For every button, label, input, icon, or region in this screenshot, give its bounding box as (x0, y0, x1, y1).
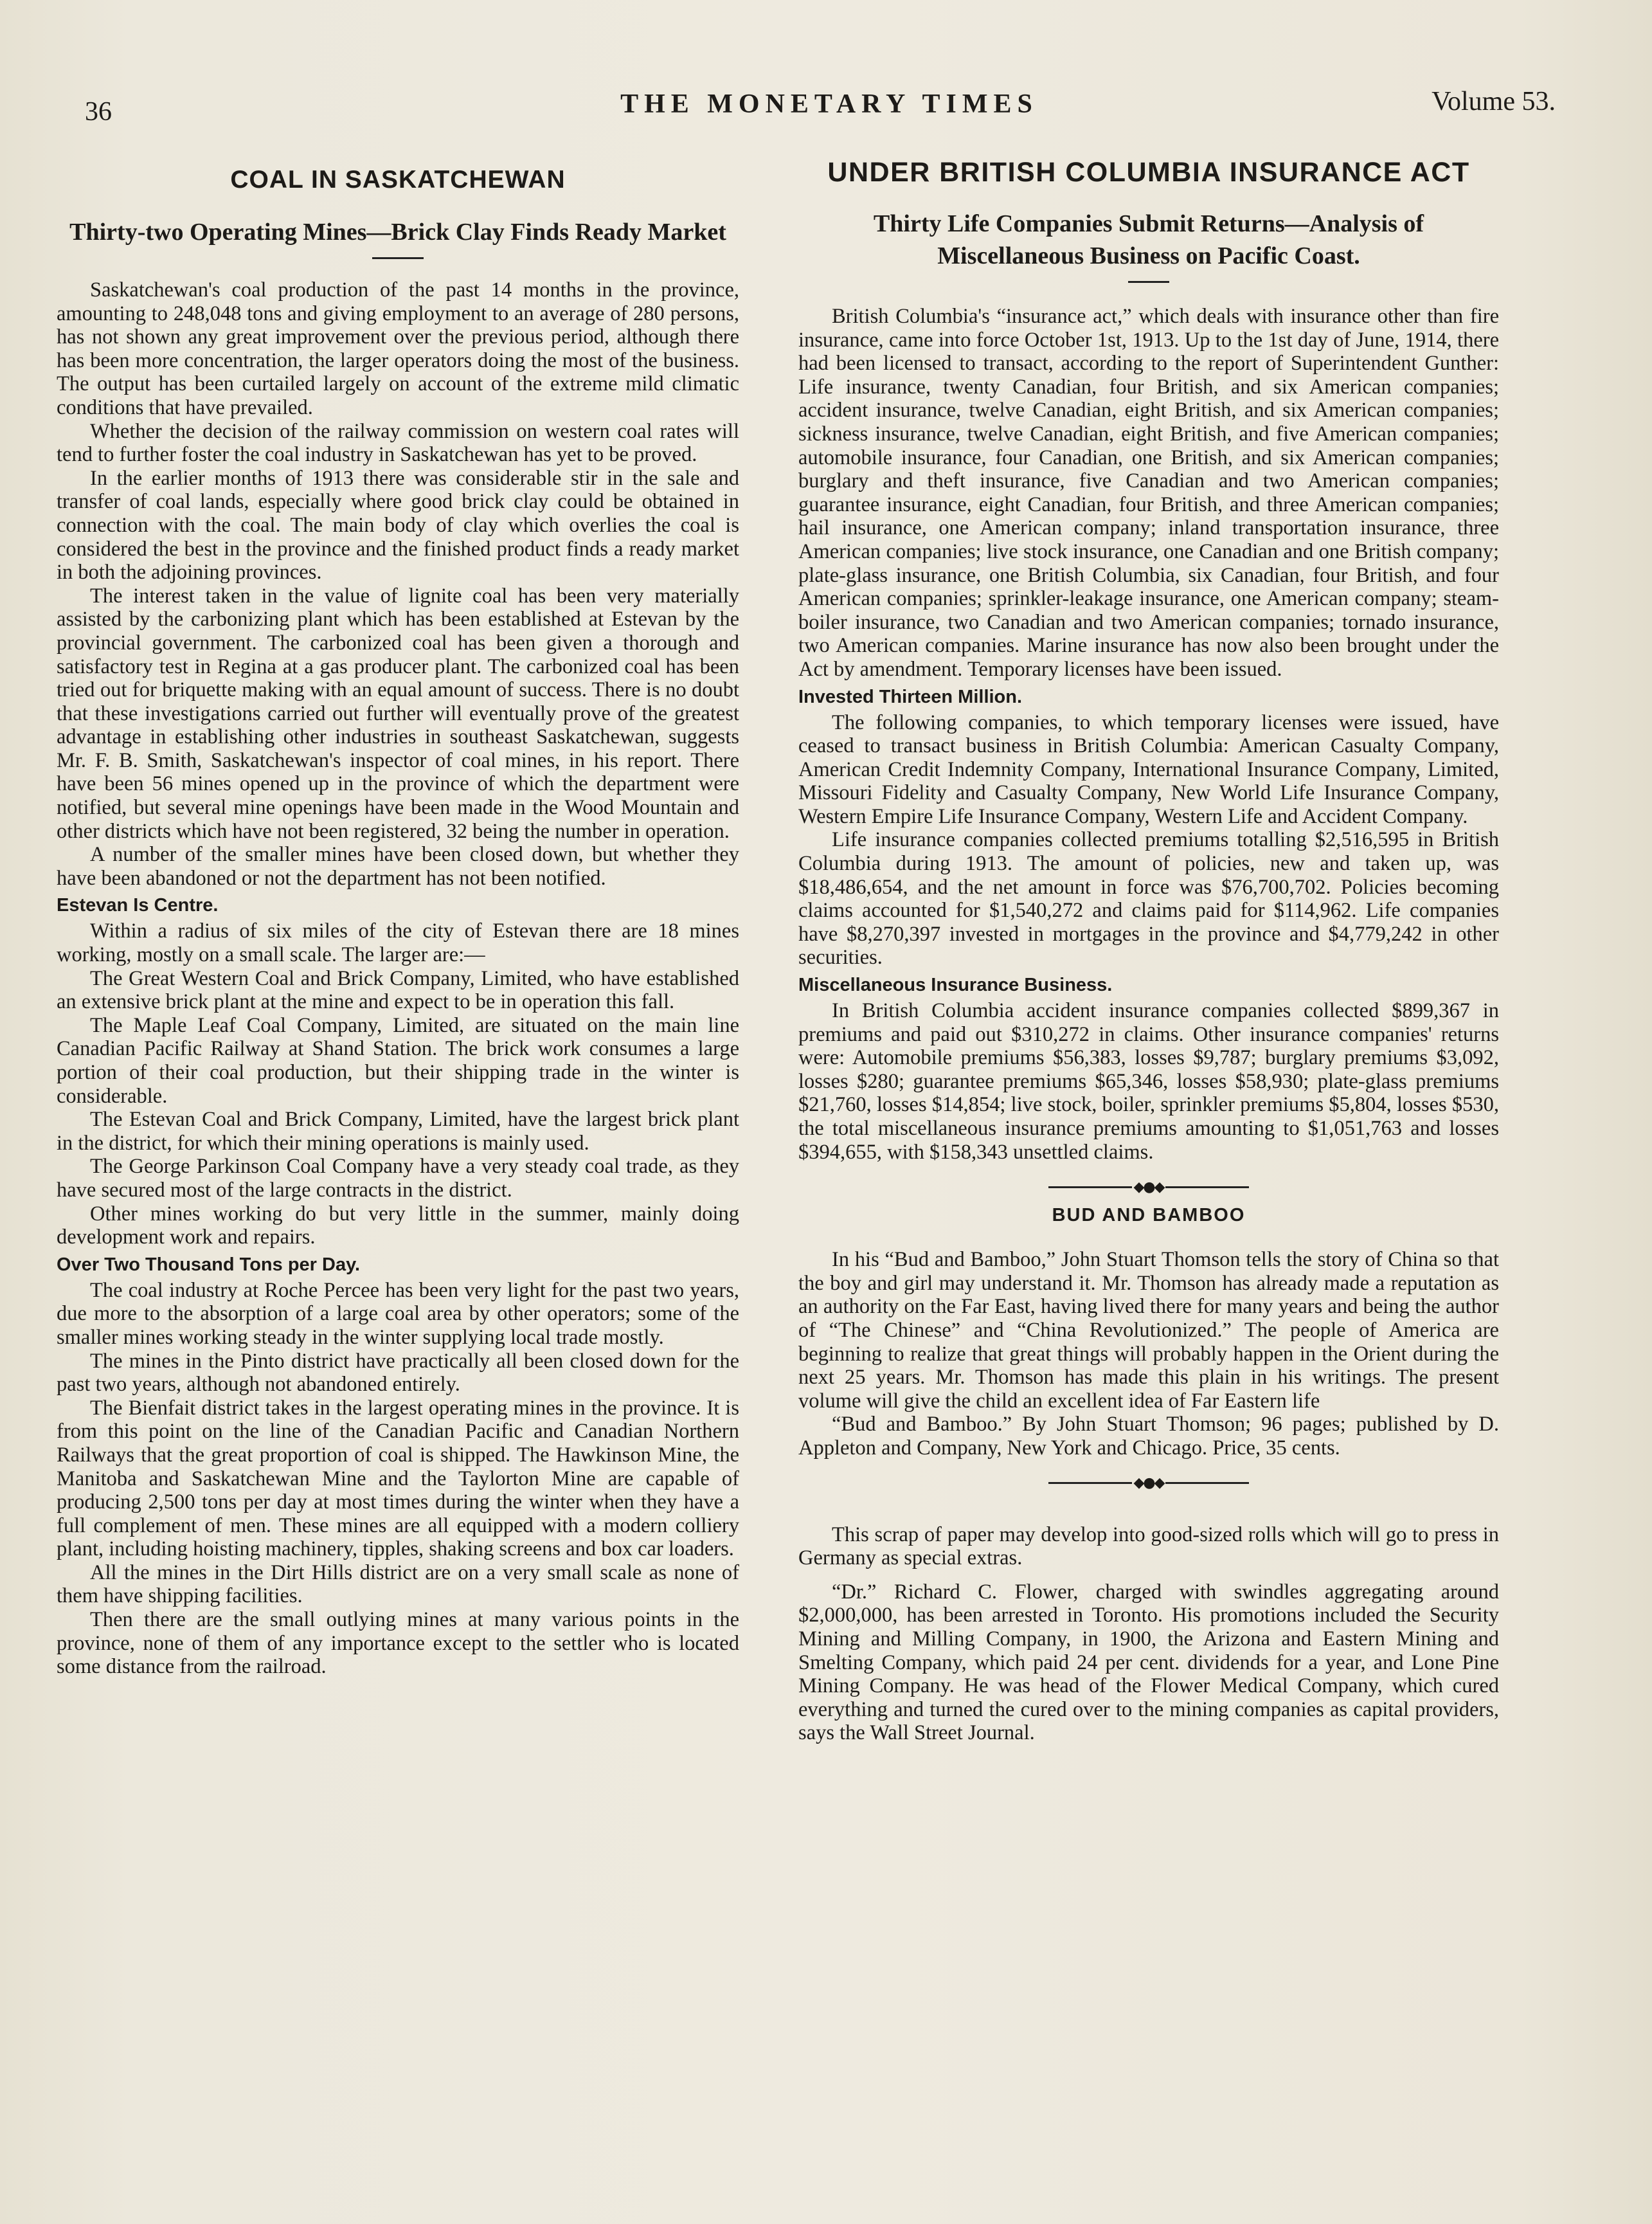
ornament-divider (798, 1477, 1499, 1490)
paragraph: Other mines working do but very little in the summer, mainly doing development work and repairs. (57, 1202, 739, 1249)
paragraph: “Bud and Bamboo.” By John Stuart Thomson; 96 pages; published by D. Appleton and Company, New York and Chicago. Price, 35 cents. (798, 1413, 1499, 1460)
article-title-coal: COAL IN SASKATCHEWAN (230, 166, 566, 194)
article-subtitle-coal: Thirty-two Operating Mines—Brick Clay Finds Ready Market (69, 219, 726, 246)
ornament-line (1048, 1482, 1132, 1484)
paragraph: This scrap of paper may develop into good-sized rolls which will go to press in Germany as special extras. (798, 1523, 1499, 1570)
article-title-bud-bamboo: BUD AND BAMBOO (1052, 1205, 1246, 1226)
paragraph: The mines in the Pinto district have practically all been closed down for the past two years, although not abandoned entirely. (57, 1349, 739, 1397)
paragraph: Within a radius of six miles of the city of Estevan there are 18 mines working, mostly on a small scale. The larger are:— (57, 919, 739, 967)
journal-title: THE MONETARY TIMES (620, 89, 1038, 119)
ornament-diamond-icon: ◆●◆ (1133, 1475, 1164, 1492)
paragraph: The Estevan Coal and Brick Company, Limited, have the largest brick plant in the district, for which their mining operations is mainly used. (57, 1108, 739, 1155)
paragraph: In British Columbia accident insurance companies collected $899,367 in premiums and paid out $310,272 in claims. Other insurance companies' returns were: Automobile premiums $56,383, losses $9,787; burglary premiums $3,092, losses $280; guarantee premiums $65,346, losses $58,930; plate-glass premiums $21,760, losses $14,854; live stock, boiler, sprinkler premiums $5,804, losses $530, the total miscellaneous insurance premiums amounting to $1,051,763 and losses $394,655, with $158,343 unsettled claims. (798, 999, 1499, 1164)
paragraph: The George Parkinson Coal Company have a very steady coal trade, as they have secured most of the large contracts in the district. (57, 1155, 739, 1202)
subheading-two-thousand-tons: Over Two Thousand Tons per Day. (57, 1254, 361, 1275)
paragraph: The following companies, to which temporary licenses were issued, have ceased to transact business in British Columbia: American Casualty Company, American Credit Indemnity Company, International Insurance Company, Limited, Missouri Fidelity and Casualty Company, New World Life Insurance Company, Western Empire Life Insurance Company, Western Life and Accident Company. (798, 710, 1499, 828)
paragraph: Life insurance companies collected premiums totalling $2,516,595 in British Columbia during 1913. The amount of policies, new and taken up, was $18,486,654, and the net amount in force was $76,700,702. Policies becoming claims accounted for $1,540,272 and claims paid for $114,962. Life companies have $8,270,397 invested in mortgages in the province and $4,779,242 in other securities. (798, 828, 1499, 970)
paragraph: Saskatchewan's coal production of the past 14 months in the province, amounting to 248,048 tons and giving employment to an average of 280 persons, has not shown any great improvement over the previous period, although there has been more concentration, the larger operators doing the most of the business. The output has been curtailed largely on account of the extreme mild climatic conditions that have prevailed. (57, 278, 739, 419)
subheading-misc-insurance: Miscellaneous Insurance Business. (798, 975, 1113, 996)
volume-label: Volume 53. (1432, 87, 1556, 116)
article-subtitle-insurance: Thirty Life Companies Submit Returns—Analysis of Miscellaneous Business on Pacific Coast. (873, 210, 1424, 269)
ornament-line (1165, 1186, 1249, 1188)
page-number: 36 (85, 97, 112, 127)
ornament-line (1048, 1186, 1132, 1188)
paragraph: The coal industry at Roche Percee has been very light for the past two years, due more to the absorption of a large coal area by other operators; some of the smaller mines working steady in the winter supplying local trade mostly. (57, 1278, 739, 1349)
article-title-insurance: UNDER BRITISH COLUMBIA INSURANCE ACT (827, 157, 1470, 188)
paragraph: Then there are the small outlying mines at many various points in the province, none of them of any importance except to the settler who is located some distance from the railroad. (57, 1608, 739, 1679)
paragraph: The Great Western Coal and Brick Company, Limited, who have established an extensive brick plant at the mine and expect to be in operation this fall. (57, 966, 739, 1014)
right-column (798, 148, 1499, 1745)
spacer (798, 1501, 1499, 1523)
paragraph: All the mines in the Dirt Hills district are on a very small scale as none of them have shipping facilities. (57, 1560, 739, 1608)
divider-rule (372, 257, 424, 259)
paragraph: The Bienfait district takes in the largest operating mines in the province. It is from this point on the line of the Canadian Pacific and Canadian Northern Railways that the great proportion of coal is shipped. The Hawkinson Mine, the Manitoba and Saskatchewan Mine and the Taylorton Mine are capable of producing 2,500 tons per day at most times during the winter when they have a full complement of men. These mines are all equipped with a modern colliery plant, including hoisting machinery, tipples, shaking screens and box car loaders. (57, 1396, 739, 1561)
paragraph: In his “Bud and Bamboo,” John Stuart Thomson tells the story of China so that the boy and girl may understand it. Mr. Thomson has already made a reputation as an authority on the Far East, having lived there for many years and being the author of “The Chinese” and “China Revolutionized.” The people of America are beginning to realize that great things will probably happen in the Orient during the next 25 years. Mr. Thomson has made this plain in his writings. The present volume will give the child an excellent idea of Far Eastern life (798, 1248, 1499, 1413)
left-column (57, 148, 739, 1679)
subheading-estevan: Estevan Is Centre. (57, 895, 219, 916)
subheading-invested: Invested Thirteen Million. (798, 686, 1023, 707)
paragraph: “Dr.” Richard C. Flower, charged with swindles aggregating around $2,000,000, has been arrested in Toronto. His promotions included the Security Mining and Milling Company, in 1900, the Arizona and Eastern Mining and Smelting Company, which paid 24 per cent. dividends for a year, and Lone Pine Mining Company. He was head of the Flower Medical Company, which cured everything and turned the cured over to the mining companies as capital providers, says the Wall Street Journal. (798, 1580, 1499, 1745)
ornament-line (1165, 1482, 1249, 1484)
ornament-divider (798, 1180, 1499, 1193)
paragraph: British Columbia's “insurance act,” which deals with insurance other than fire insurance, came into force October 1st, 1913. Up to the 1st day of June, 1914, there had been licensed to transact, according to the report of Superintendent Gunther: Life insurance, twenty Canadian, four British, and six American companies; accident insurance, twelve Canadian, eight British, and six American companies; sickness insurance, twelve Canadian, eight British, and five American companies; automobile insurance, four Canadian, one British, and six American companies; burglary and theft insurance, five Canadian and two American companies; guarantee insurance, eight Canadian, four British, and three American companies; hail insurance, one American company; inland transportation insurance, three American companies; live stock insurance, one Canadian and one British company; plate-glass insurance, one British Columbia, six Canadian, four British, and four American companies; sprinkler-leakage insurance, one American company; steam-boiler insurance, two Canadian and two American companies; tornado insurance, two American companies. Marine insurance has now also been brought under the Act by amendment. Temporary licenses have been issued. (798, 305, 1499, 681)
paragraph: Whether the decision of the railway commission on western coal rates will tend to further foster the coal industry in Saskatchewan has yet to be proved. (57, 419, 739, 467)
ornament-diamond-icon: ◆●◆ (1133, 1179, 1164, 1195)
paragraph: The interest taken in the value of lignite coal has been very materially assisted by the carbonizing plant which has been established at Estevan by the provincial government. The carbonized coal has been given a thorough and satisfactory test in Regina at a gas producer plant. The carbonized coal has been tried out for briquette making with an equal amount of success. There is no doubt that these investigations carried out further will eventually prove of the greatest advantage in establishing other industries in southeast Saskatchewan, suggests Mr. F. B. Smith, Saskatchewan's inspector of coal mines, in his report. There have been 56 mines opened up in the province of which the department were notified, but several mine openings have been made in the Wood Mountain and other districts which have not been registered, 32 being the number in operation. (57, 584, 739, 843)
paragraph: A number of the smaller mines have been closed down, but whether they have been abandoned or not the department has not been notified. (57, 843, 739, 890)
divider-rule (1128, 281, 1169, 283)
paragraph: In the earlier months of 1913 there was considerable stir in the sale and transfer of coal lands, especially where good brick clay could be obtained in connection with the coal. The main body of clay which overlies the coal is considered the best in the province and the finished product finds a ready market in both the adjoining provinces. (57, 466, 739, 584)
paragraph: The Maple Leaf Coal Company, Limited, are situated on the main line Canadian Pacific Railway at Shand Station. The brick work consumes a large portion of their coal production, but their shipping trade in the winter is considerable. (57, 1013, 739, 1108)
page-header (51, 82, 1607, 127)
